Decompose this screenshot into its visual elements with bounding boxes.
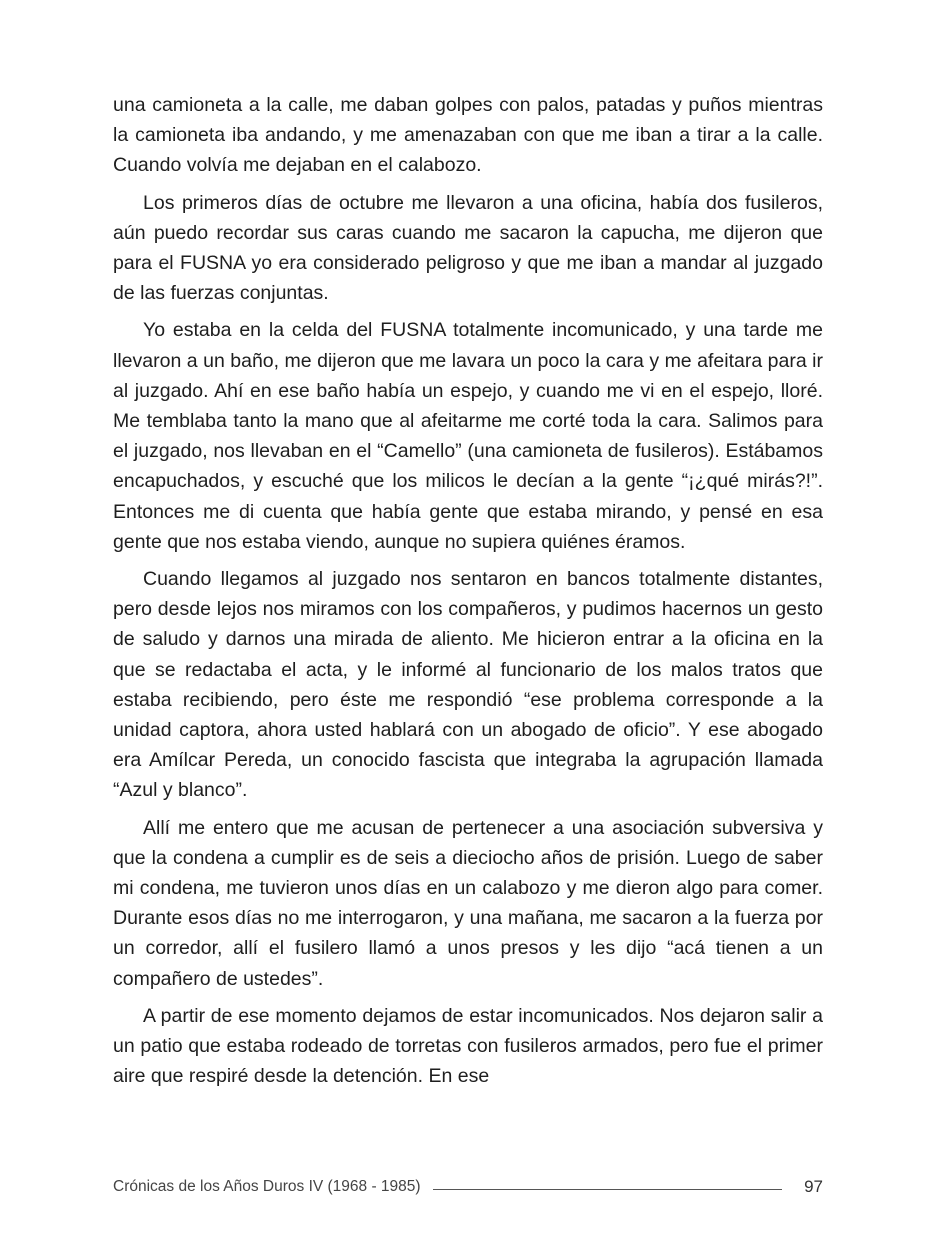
footer-divider-line (433, 1189, 783, 1190)
paragraph-6: A partir de ese momento dejamos de estar incomunicados. Nos dejaron salir a un patio que estaba rodeado de torretas con fusileros armados, pero fue el primer aire que respiré desde la detención. En ese (113, 1004, 823, 1088)
paragraph-3: Yo estaba en la celda del FUSNA totalmente incomunicado, y una tarde me llevaron a un baño, me dijeron que me lavara un poco la cara y me afeitara para ir al juzgado. Ahí en ese baño había un espejo, y cuando me vi en el espejo, lloré. Me temblaba tanto la mano que al afeitarme me corté toda la cara. Salimos para el juzgado, nos llevaban en el “Camello” (una camioneta de fusileros). Estábamos encapuchados, y escuché que los milicos le decían a la gente “¡¿qué mirás?!”. Entonces me di cuenta que había gente que estaba mirando, y pensé en esa gente que nos estaba viendo, aunque no supiera quiénes éramos. (113, 319, 823, 553)
paragraph-4: Cuando llegamos al juzgado nos sentaron en bancos totalmente distantes, pero desde lejos nos miramos con los compañeros, y pudimos hacernos un gesto de saludo y darnos una mirada de aliento. Me hicieron entrar a la oficina en la que se redactaba el acta, y le informé al funcionario de los malos tratos que estaba recibiendo, pero éste me respondió “ese problema corresponde a la unidad captora, ahora usted hablará con un abogado de oficio”. Y ese abogado era Amílcar Pereda, un conocido fascista que integraba la agrupación llamada “Azul y blanco”. (113, 568, 823, 802)
page-number: 97 (804, 1177, 823, 1196)
paragraph-2: Los primeros días de octubre me llevaron a una oficina, había dos fusileros, aún puedo recordar sus caras cuando me sacaron la capucha, me dijeron que para el FUSNA yo era considerado peligroso y que me iban a mandar al juzgado de las fuerzas conjuntas. (113, 191, 823, 305)
page-body-text (113, 90, 823, 1099)
paragraph-1: una camioneta a la calle, me daban golpes con palos, patadas y puños mientras la camioneta iba andando, y me amenazaban con que me iban a tirar a la calle. Cuando volvía me dejaban en el calabozo. (113, 94, 823, 177)
footer-book-title: Crónicas de los Años Duros IV (1968 - 1985) (113, 1178, 421, 1195)
paragraph-5: Allí me entero que me acusan de pertenecer a una asociación subversiva y que la condena a cumplir es de seis a dieciocho años de prisión. Luego de saber mi condena, me tuvieron unos días en un calabozo y me dieron algo para comer. Durante esos días no me interrogaron, y una mañana, me sacaron a la fuerza por un corredor, allí el fusilero llamó a unos presos y les dijo “acá tienen a un compañero de ustedes”. (113, 816, 823, 990)
page-footer (113, 1172, 823, 1202)
